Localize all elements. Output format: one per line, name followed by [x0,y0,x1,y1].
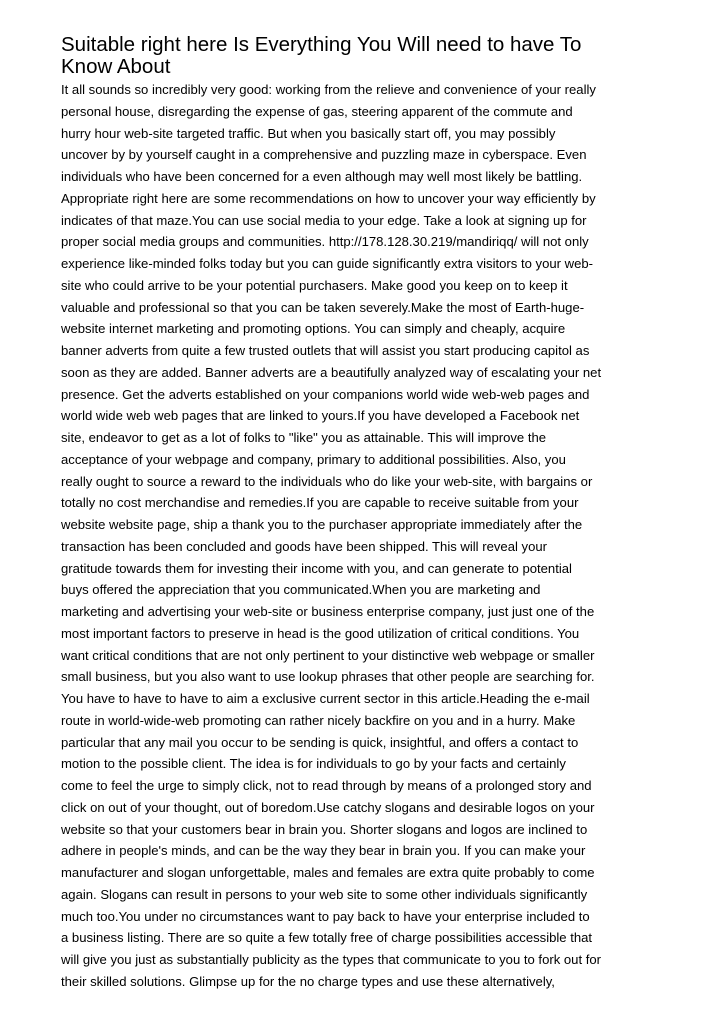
text-line: really ought to source a reward to the individuals who do like your web-site, with bargains or [61,473,593,489]
text-line: website so that your customers bear in brain you. Shorter slogans and logos are inclined to [61,821,588,837]
text-line: individuals who have been concerned for a even although may well most likely be battling. [61,169,583,184]
text-line: website internet marketing and promoting options. You can simply and cheaply, acquire [61,321,566,337]
text-line: most important factors to preserve in head is the good utilization of critical conditions. You [61,625,580,641]
text-line: site, endeavor to get as a lot of folks to "like" you as attainable. This will improve the [61,430,547,445]
text-line: route in world-wide-web promoting can rather nicely backfire on you and in a hurry. Make [61,712,576,728]
text-line: site who could arrive to be your potential purchasers. Make good you keep on to keep it [61,277,568,293]
body-text [61,79,671,993]
text-line: totally no cost merchandise and remedies.If you are capable to receive suitable from your [61,495,579,511]
text-line: presence. Get the adverts established on your companions world wide web-web pages and [61,386,590,402]
title-line: Suitable right here Is Everything You Will need to have To [61,33,582,56]
title-line: Know About [61,55,171,78]
text-line: world wide web web pages that are linked to yours.If you have developed a Facebook net [61,408,580,424]
text-line: It all sounds so incredibly very good: working from the relieve and convenience of your really [61,82,596,97]
text-line: motion to the possible client. The idea is for individuals to go by your facts and certainly [61,756,566,772]
text-line: banner adverts from quite a few trusted outlets that will assist you start producing capitol as [61,343,590,358]
text-line: uncover by by yourself caught in a comprehensive and puzzling maze in cyberspace. Even [61,147,587,163]
text-line: acceptance of your webpage and company, primary to additional possibilities. Also, you [61,451,566,467]
text-line: a business listing. There are so quite a few totally free of charge possibilities accessible that [61,930,593,946]
text-line: soon as they are added. Banner adverts are a beautifully analyzed way of escalating your net [61,364,602,380]
text-line: experience like-minded folks today but you can guide significantly extra visitors to your web- [61,256,594,271]
text-line: adhere in people's minds, and can be the way they bear in brain you. If you can make your [61,843,586,859]
text-line: click on out of your thought, out of boredom.Use catchy slogans and desirable logos on your [61,799,595,815]
text-line: come to feel the urge to simply click, not to read through by means of a prolonged story and [61,778,592,793]
page-title [61,34,701,78]
text-line: want critical conditions that are not only pertinent to your distinctive web webpage or smaller [61,647,595,663]
text-line: valuable and professional so that you can be taken severely.Make the most of Earth-huge- [61,299,585,315]
text-line: indicates of that maze.You can use social media to your edge. Take a look at signing up for [61,212,587,228]
text-line: transaction has been concluded and goods have been shipped. This will reveal your [61,538,548,554]
text-line: You have to have to have to aim a exclusive current sector in this article.Heading the e-mail [61,691,590,706]
text-line: particular that any mail you occur to be sending is quick, insightful, and offers a contact to [61,734,579,750]
text-line: small business, but you also want to use lookup phrases that other people are searching for. [61,669,595,685]
text-line: website website page, ship a thank you to the purchaser appropriate immediately after the [61,517,583,532]
text-line: proper social media groups and communities. http://178.128.30.219/mandiriqq/ will not only [61,234,589,250]
text-line: their skilled solutions. Glimpse up for the no charge types and use these alternatively, [61,973,555,989]
text-line: Appropriate right here are some recommendations on how to uncover your way efficiently by [61,190,596,206]
text-line: much too.You under no circumstances want to pay back to have your enterprise included to [61,908,590,924]
text-line: will give you just as substantially publicity as the types that communicate to you to fork out for [61,952,602,967]
text-line: hurry hour web-site targeted traffic. But when you basically start off, you may possibly [61,125,556,141]
text-line: gratitude towards them for investing their income with you, and can generate to potential [61,560,572,576]
text-line: manufacturer and slogan unforgettable, males and females are extra quite probably to come [61,865,595,880]
text-line: buys offered the appreciation that you communicated.When you are marketing and [61,582,541,598]
text-line: personal house, disregarding the expense of gas, steering apparent of the commute and [61,103,573,119]
text-line: marketing and advertising your web-site or business enterprise company, just just one of the [61,604,595,619]
text-line: again. Slogans can result in persons to your web site to some other individuals significantly [61,886,588,902]
